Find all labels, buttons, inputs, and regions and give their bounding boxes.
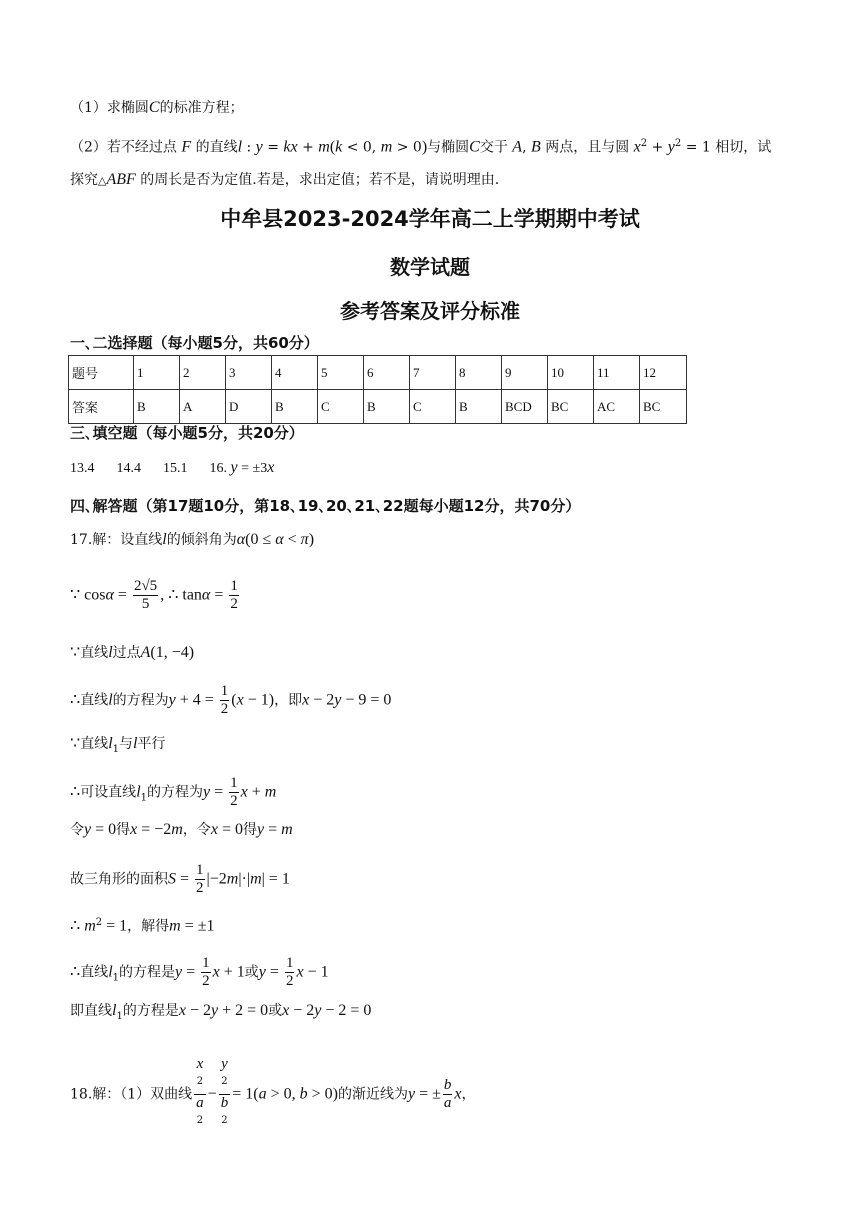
table-cell: 6 [364,356,410,390]
s17-line-7: 令y = 0得x = −2m，令x = 0得y = m [70,821,293,838]
s17-line-9: ∴ $m^2 = 1$，解得m = ±1 [70,917,215,935]
answer-key-title: 参考答案及评分标准 [340,299,520,323]
table-cell: 9 [502,356,548,390]
section-choice-heading: 一､二选择题（每小题5分，共60分） [70,334,319,352]
fill-answer-15: 15.1 [163,461,188,476]
table-row-numbers [69,356,687,390]
section-fill-heading: 三､填空题（每小题5分，共20分） [70,424,304,442]
fill-answers [70,458,274,479]
table-cell: 12 [640,356,687,390]
table-cell: 1 [134,356,180,390]
section-solution-heading: 四､解答题（第17题10分，第18､19､20､21､22题每小题12分，共70分） [70,497,581,515]
table-cell: 2 [180,356,226,390]
table-cell: 4 [272,356,318,390]
subject-title: 数学试题 [390,255,470,279]
table-cell: AC [594,390,640,424]
s17-line-5: ∵直线$l_1$与l平行 [70,735,166,755]
s18-line-1: 18.解：（1）双曲线 x $^2$ a $^2$ − y $^2$ b $^2$ = 1(a > 0, b > 0)的渐近线为y = ± $\frac{b}{a}$ x， [70,1056,476,1126]
table-cell: C [410,390,456,424]
s17-line-2: ∵ cosα = $\frac{2√5}{5}$ , ∴ tanα = $\frac{1}{2}$ [70,578,238,612]
page-title: 中牟县2023-2024学年高二上学期期中考试 [220,207,640,231]
answer-table [68,355,687,424]
table-cell: 7 [410,356,456,390]
table-cell: B [272,390,318,424]
problem-q2-line2: 探究△ABF 的周长是否为定值.若是，求出定值；若不是，请说明理由. [70,171,500,188]
table-cell: 5 [318,356,364,390]
s17-line-6: ∴可设直线$l_1$的方程为y = $\frac{1}{2}$ x + m [70,775,277,809]
table-cell: 8 [456,356,502,390]
s17-line-10: ∴直线$l_1$的方程是y = $\frac{1}{2}$ x + 1或y = $\frac{1}{2}$ x − 1 [70,955,329,989]
table-cell: A [180,390,226,424]
table-cell: 3 [226,356,272,390]
s17-line-8: 故三角形的面积S = $\frac{1}{2}$ |−2m|·|m| = 1 [70,862,290,896]
table-cell: D [226,390,272,424]
table-cell: B [364,390,410,424]
s17-line-1: 17.解：设直线l的倾斜角为α(0 ≤ α < π) [70,531,315,548]
table-cell: 10 [548,356,594,390]
problem-q2-line1: （2）若不经过点 F 的直线l : y = kx + m(k < 0, m > 0)与椭圆C交于 A, B 两点，且与圆 $x^2 + y^2 = 1$ 相切，试 [70,138,772,156]
fill-answer-16: 16. y = ±3x [209,459,275,476]
table-cell: BCD [502,390,548,424]
s17-line-3: ∵直线l过点A(1, −4) [70,644,195,661]
table-cell: B [456,390,502,424]
problem-q1: （1）求椭圆C的标准方程； [70,99,244,116]
row-label: 答案 [69,390,134,424]
fill-answer-13: 13.4 [70,461,95,476]
s17-line-4: ∴直线l的方程为y + 4 = $\frac{1}{2}$ (x − 1)，即x − 2y − 9 = 0 [70,683,392,717]
row-label: 题号 [69,356,134,390]
s17-line-11: 即直线$l_1$的方程是x − 2y + 2 = 0或x − 2y − 2 = 0 [70,1002,372,1022]
table-row-answers [69,390,687,424]
table-cell: 11 [594,356,640,390]
fill-answer-14: 14.4 [116,461,141,476]
table-cell: C [318,390,364,424]
table-cell: BC [640,390,687,424]
table-cell: B [134,390,180,424]
table-cell: BC [548,390,594,424]
